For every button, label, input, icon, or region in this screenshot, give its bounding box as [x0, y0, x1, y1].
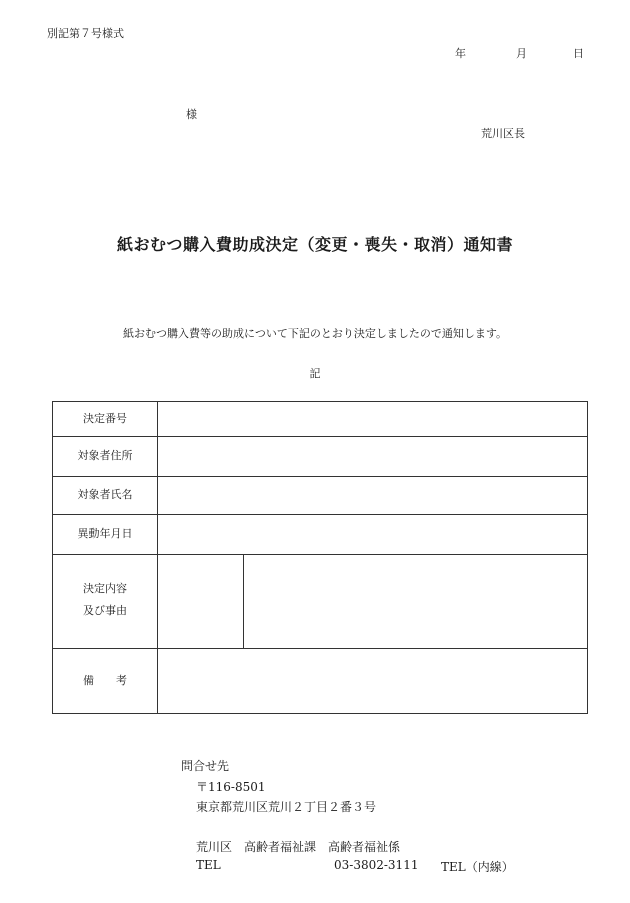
- label-decision-content: 決定内容: [83, 582, 127, 595]
- label-column-divider: [157, 402, 158, 713]
- contact-heading: 問合せ先: [181, 759, 230, 773]
- notice-table: [52, 401, 588, 714]
- intro-text: 紙おむつ購入費等の助成について下記のとおり決定しましたので通知します。: [123, 327, 507, 340]
- label-remarks: 備 考: [83, 674, 127, 687]
- label-address: 対象者住所: [77, 449, 133, 462]
- contact-address: 東京都荒川区荒川２丁目２番３号: [196, 800, 377, 814]
- label-reason: 及び事由: [83, 604, 127, 617]
- row-divider: [53, 554, 587, 555]
- row-divider: [53, 648, 587, 649]
- recipient-suffix: 様: [186, 108, 197, 121]
- label-name: 対象者氏名: [77, 488, 133, 501]
- date-year-label: 年: [455, 47, 466, 60]
- contact-tel-number: 03-3802-3111: [334, 858, 419, 872]
- form-number: 別記第７号様式: [47, 27, 124, 40]
- label-decision-number: 決定番号: [83, 412, 127, 425]
- decision-column-divider: [243, 554, 244, 648]
- contact-tel-label: TEL: [196, 858, 221, 872]
- row-divider: [53, 514, 587, 515]
- contact-department: 荒川区 高齢者福祉課 高齢者福祉係: [196, 840, 401, 854]
- date-day-label: 日: [573, 47, 584, 60]
- row-divider: [53, 476, 587, 477]
- date-month-label: 月: [516, 47, 527, 60]
- label-change-date: 異動年月日: [77, 527, 133, 540]
- row-divider: [53, 436, 587, 437]
- ki-heading: 記: [309, 367, 321, 380]
- issuer-name: 荒川区長: [481, 127, 525, 140]
- document-title: 紙おむつ購入費助成決定（変更・喪失・取消）通知書: [116, 235, 513, 254]
- contact-postal: 〒116-8501: [196, 780, 266, 794]
- contact-tel-ext-label: TEL（内線）: [441, 860, 514, 874]
